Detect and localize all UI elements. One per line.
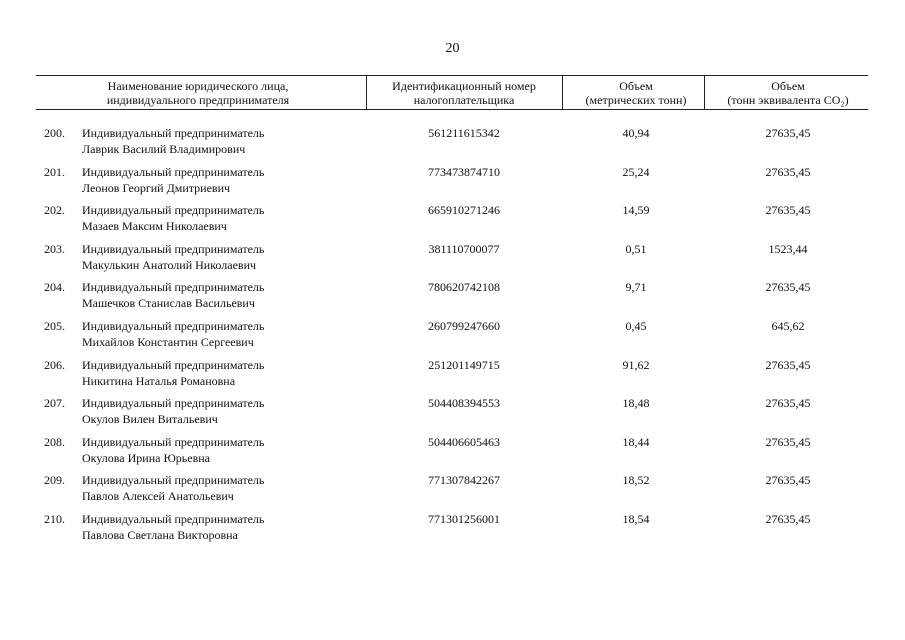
table-body [36,125,868,550]
inn-value: 381110700077 [428,241,500,256]
volume-value: 40,94 [622,126,650,140]
row-number: 208. [44,434,65,449]
volume-value: 18,52 [622,473,650,488]
header-divider [562,76,563,109]
row-number: 200. [44,126,65,140]
volume-value: 25,24 [622,164,650,179]
table-header [36,75,868,110]
row-number: 209. [44,473,65,488]
entity-name: Машечков Станислав Васильевич [82,296,255,311]
table-row [36,241,868,280]
inn-value: 504408394553 [428,396,500,411]
co2-value: 27635,45 [765,164,811,179]
volume-value: 18,48 [622,396,650,411]
co2-value: 27635,45 [765,473,811,488]
header-volume-metric-line2: (метрических тонн) [585,93,687,107]
table-row [36,434,868,473]
entity-type: Индивидуальный предприниматель [82,280,265,295]
table-row [36,395,868,434]
inn-value: 504406605463 [428,434,500,449]
inn-value: 260799247660 [428,318,500,333]
header-inn-line2: налогоплательщика [413,93,515,107]
co2-value: 27635,45 [765,203,811,218]
volume-value: 9,71 [625,280,647,295]
header-volume-co2-line2: (тонн эквивалента CO₂) [727,93,849,107]
header-inn-line1: Идентификационный номер [392,79,536,93]
entity-type: Индивидуальный предприниматель [82,203,265,218]
row-number: 203. [44,241,65,256]
inn-value: 771301256001 [428,511,500,526]
co2-value: 645,62 [771,318,805,333]
entity-name: Мазаев Максим Николаевич [82,219,227,234]
header-divider [704,76,705,109]
co2-value: 27635,45 [765,357,811,372]
entity-name: Михайлов Константин Сергеевич [82,334,254,349]
table-row [36,318,868,357]
entity-name: Окулов Вилен Витальевич [82,412,218,427]
co2-value: 27635,45 [765,280,811,295]
header-divider [366,76,367,109]
volume-value: 18,54 [622,511,650,526]
header-volume-metric [570,79,702,107]
header-inn [374,79,554,107]
volume-value: 91,62 [622,357,650,372]
entity-type: Индивидуальный предприниматель [82,396,265,411]
table-row [36,357,868,396]
header-name [80,79,316,107]
row-number: 204. [44,280,65,295]
table-row [36,125,868,164]
row-number: 201. [44,164,65,179]
page-number: 20 [445,41,460,56]
entity-type: Индивидуальный предприниматель [82,164,265,179]
table-row [36,472,868,511]
entity-name: Окулова Ирина Юрьевна [82,450,211,465]
header-volume-co2-line1: Объем [771,79,805,93]
row-number: 210. [44,511,65,526]
row-number: 205. [44,318,65,333]
co2-value: 27635,45 [765,511,811,526]
volume-value: 0,45 [625,318,647,333]
entity-name: Павлова Светлана Викторовна [82,527,238,542]
inn-value: 773473874710 [428,164,500,179]
row-number: 206. [44,357,65,372]
inn-value: 251201149715 [428,357,500,372]
entity-name: Никитина Наталья Романовна [82,373,236,388]
entity-type: Индивидуальный предприниматель [82,241,265,256]
entity-type: Индивидуальный предприниматель [82,473,265,488]
header-volume-metric-line1: Объем [619,79,653,93]
header-name-line2: индивидуального предпринимателя [106,93,290,107]
entity-name: Лаврик Василий Владимирович [82,142,246,156]
inn-value: 780620742108 [428,280,500,295]
co2-value: 27635,45 [765,434,811,449]
inn-value: 561211615342 [428,126,500,140]
table-row [36,511,868,550]
entity-name: Павлов Алексей Анатольевич [82,489,234,504]
entity-name: Леонов Георгий Дмитриевич [82,180,231,195]
entity-type: Индивидуальный предприниматель [82,511,265,526]
co2-value: 27635,45 [765,396,811,411]
entity-name: Макулькин Анатолий Николаевич [82,257,257,272]
inn-value: 665910271246 [428,203,500,218]
volume-value: 0,51 [625,241,647,256]
entity-type: Индивидуальный предприниматель [82,434,265,449]
volume-value: 18,44 [622,434,650,449]
entity-type: Индивидуальный предприниматель [82,126,265,140]
volume-value: 14,59 [622,203,650,218]
row-number: 207. [44,396,65,411]
table-row [36,279,868,318]
inn-value: 771307842267 [428,473,500,488]
table-row [36,164,868,203]
header-name-line1: Наименование юридического лица, [107,79,289,93]
co2-value: 1523,44 [768,241,808,256]
row-number: 202. [44,203,65,218]
entity-type: Индивидуальный предприниматель [82,357,265,372]
header-volume-co2 [706,79,870,107]
table-row [36,202,868,241]
entity-type: Индивидуальный предприниматель [82,318,265,333]
co2-value: 27635,45 [765,126,811,140]
